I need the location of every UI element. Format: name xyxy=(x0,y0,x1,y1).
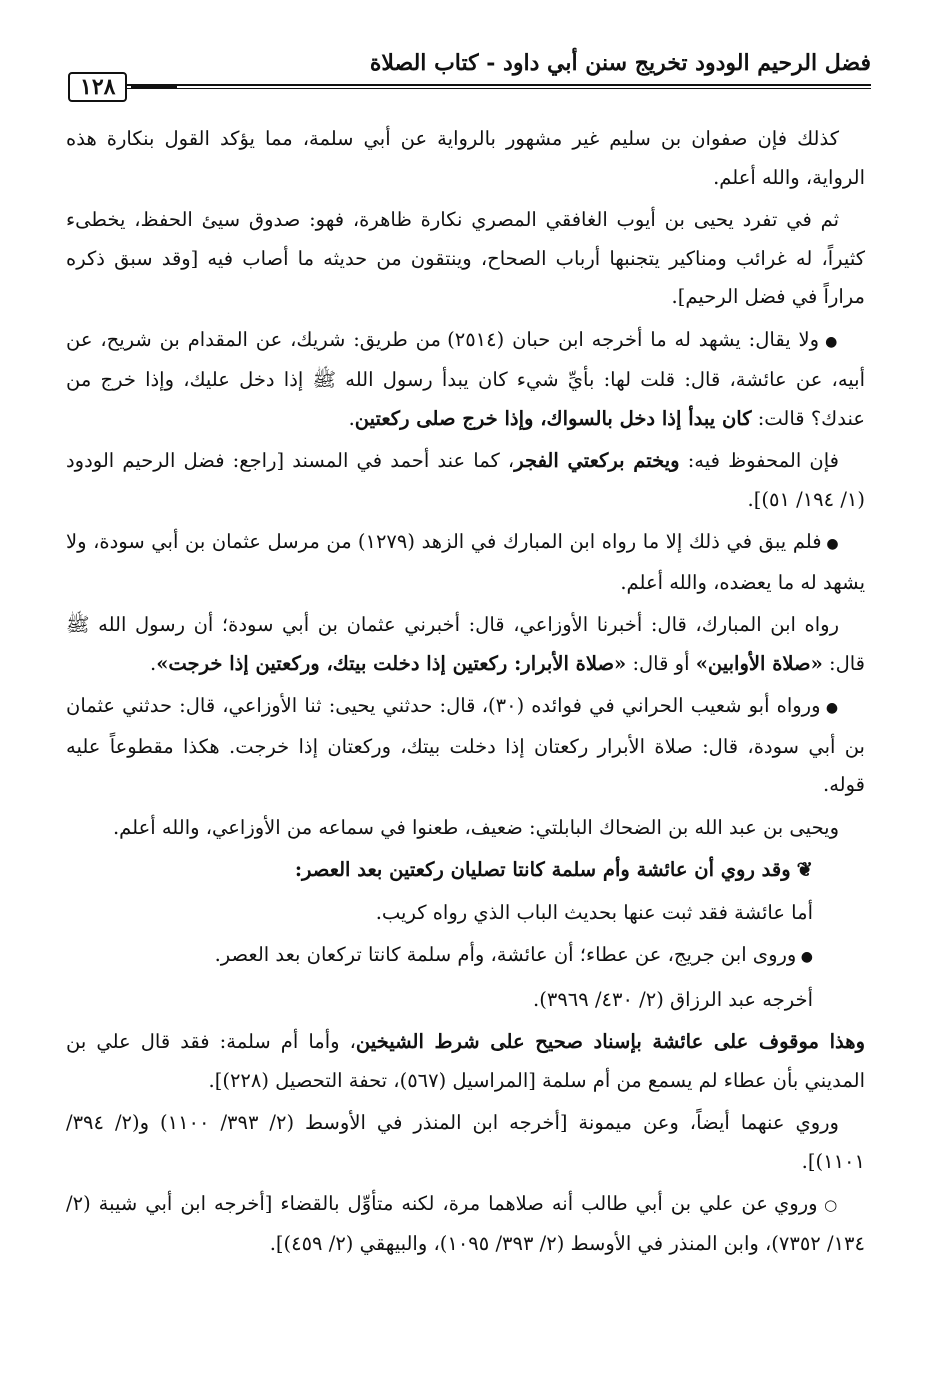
paragraph-text: ورواه أبو شعيب الحراني في فوائده (٣٠)، قال: حدثني يحيى: ثنا الأوزاعي، قال: حدثني عثمان بن أبي سودة، قال: صلاة الأبرار ركعتان إذا دخلت بيتك، وركعتان إذا خرجت. هكذا مقطوعاً عليه قوله. xyxy=(66,694,865,796)
paragraph-text: وروى ابن جريج، عن عطاء؛ أن عائشة، وأم سلمة كانتا تركعان بعد العصر. xyxy=(214,943,797,966)
fleuron-icon: ❦ xyxy=(796,858,813,881)
paragraph-text: وروي عنهما أيضاً، وعن ميمونة [أخرجه ابن المنذر في الأوسط (٢/ ٣٩٣/ ١١٠٠) و(٢/ ٣٩٤/ ١١٠١)]. xyxy=(66,1111,865,1173)
page-number-ornament xyxy=(68,72,177,102)
section-heading-text: وقد روي أن عائشة وأم سلمة كانتا تصليان ركعتين بعد العصر: xyxy=(294,858,791,881)
page-number-rule xyxy=(131,86,177,88)
paragraph-text: أخرجه عبد الرزاق (٢/ ٤٣٠/ ٣٩٦٩). xyxy=(533,987,813,1011)
paragraph xyxy=(66,1104,865,1181)
bold-statement: وهذا موقوف على عائشة بإسناد صحيح على شرط الشيخين xyxy=(355,1030,865,1053)
paragraph xyxy=(66,120,865,197)
paragraph-text: ، وأما أم سلمة: فقد قال علي بن المديني بأن عطاء لم يسمع من أم سلمة [المراسيل (٥٦٧)، تحفة التحصيل (٢٢٨)]. xyxy=(66,1030,865,1092)
paragraph xyxy=(66,894,813,933)
paragraph-text: فإن المحفوظ فيه: xyxy=(679,449,839,472)
header-title: فضل الرحيم الودود تخريج سنن أبي داود - كتاب الصلاة xyxy=(369,50,871,76)
paragraph-text: رواه ابن المبارك، قال: أخبرنا الأوزاعي، قال: أخبرني عثمان بن أبي سودة؛ أن رسول الله ﷺ قال: xyxy=(66,613,865,675)
circle-bullet-paragraph xyxy=(66,1185,865,1263)
hadith-quote: «صلاة الأبرار: ركعتين إذا دخلت بيتك، وركعتين إذا خرجت» xyxy=(156,651,627,675)
paragraph-text: ، كما عند أحمد في المسند [راجع: فضل الرحيم الودود (١/ ١٩٤/ ٥١)]. xyxy=(66,449,865,511)
paragraph xyxy=(66,201,865,317)
paragraph xyxy=(66,1023,865,1100)
hadith-quote: «صلاة الأوابين» xyxy=(695,651,823,675)
bullet-paragraph xyxy=(66,936,813,977)
bullet-paragraph xyxy=(66,321,865,439)
paragraph xyxy=(66,442,865,519)
paragraph-text: أما عائشة فقد ثبت عنها بحديث الباب الذي رواه كريب. xyxy=(375,900,813,924)
paragraph-text: ثم في تفرد يحيى بن أيوب الغافقي المصري نكارة ظاهرة، فهو: صدوق سيئ الحفظ، يخطىء كثيراً، له غرائب ومناكير يتجنبها أرباب الصحاح، وينتقون من حديثه ما أصاب فيه [وقد سبق ذكره مراراً في فضل الرحيم]. xyxy=(66,208,865,308)
paragraph-text: ويحيى بن عبد الله بن الضحاك البابلتي: ضعيف، طعنوا في سماعه من الأوزاعي، والله أعلم. xyxy=(112,815,839,839)
paragraph-text: أو قال: xyxy=(626,651,696,675)
hadith-quote: ويختم بركعتي الفجر xyxy=(514,449,680,472)
paragraph-text: . xyxy=(348,406,355,430)
header-rule-thin xyxy=(68,88,871,89)
section-heading xyxy=(66,851,813,890)
page-number: ١٢٨ xyxy=(68,72,127,102)
hadith-quote: كان يبدأ إذا دخل بالسواك، وإذا خرج صلى ركعتين xyxy=(354,406,752,430)
header-rule xyxy=(68,84,871,86)
paragraph-text: . xyxy=(150,651,157,675)
main-text xyxy=(66,120,865,1267)
bullet-paragraph xyxy=(66,523,865,602)
paragraph-text: ولا يقال: يشهد له ما أخرجه ابن حبان (٢٥١٤) من طريق: شريك، عن المقدام بن شريح، عن أبيه، عن عائشة، قال: قلت لها: بأيِّ شيء كان يبدأ رسول الله ﷺ إذا دخل عليك، وإذا خرج من عندك؟ قالت: xyxy=(66,327,865,430)
paragraph-text: وروي عن علي بن أبي طالب أنه صلاهما مرة، لكنه متأوِّل بالقضاء [أخرجه ابن أبي شيبة (٢/ ١٣٤/ ٧٣٥٢)، وابن المنذر في الأوسط (٢/ ٣٩٣/ ١٠٩٥)، والبيهقي (٢/ ٤٥٩)]. xyxy=(66,1192,865,1255)
paragraph xyxy=(66,809,865,848)
paragraph xyxy=(66,606,865,683)
running-header xyxy=(68,50,871,80)
bullet-paragraph xyxy=(66,687,865,805)
paragraph-text: كذلك فإن صفوان بن سليم غير مشهور بالرواية عن أبي سلمة، مما يؤكد القول بنكارة هذه الرواية، والله أعلم. xyxy=(66,127,865,189)
paragraph-text: فلم يبق في ذلك إلا ما رواه ابن المبارك في الزهد (١٢٧٩) من مرسل عثمان بن أبي سودة، ولا يشهد له ما يعضده، والله أعلم. xyxy=(66,530,865,594)
paragraph xyxy=(66,981,813,1020)
